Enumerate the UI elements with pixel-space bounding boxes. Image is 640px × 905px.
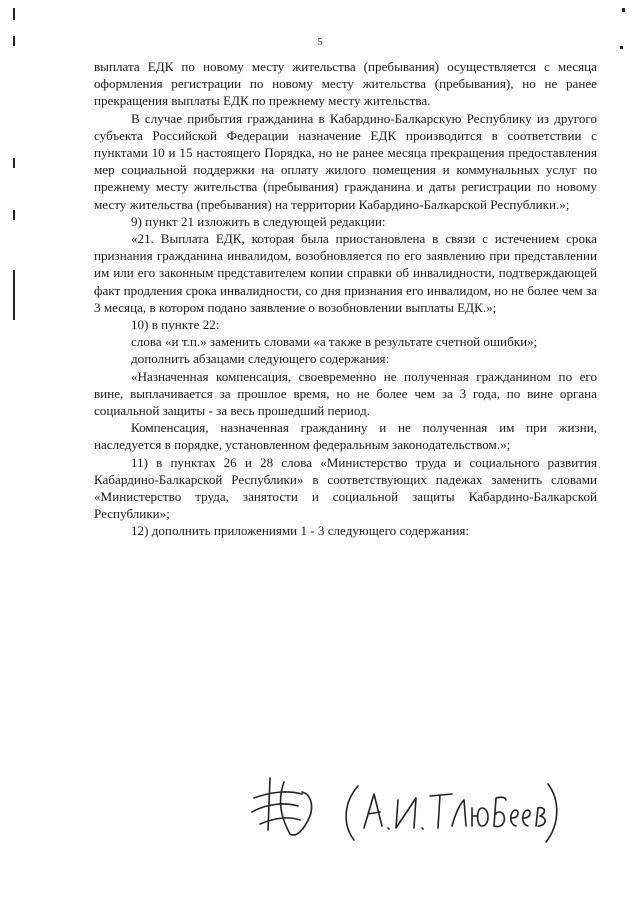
scan-artifact	[622, 8, 625, 12]
paragraph: слова «и т.п.» заменить словами «а также в результате счетной ошибки»;	[131, 334, 538, 350]
paragraph: «Назначенная компенсация, своевременно не полученная гражданином по его вине, выплачивается за прошлое время, но не более чем за 3 года, по вине органа социальной защиты - за весь прошедший период.	[94, 368, 597, 419]
document-body	[94, 58, 597, 540]
scan-artifact	[13, 210, 15, 220]
paragraph: дополнить абзацами следующего содержания:	[131, 351, 390, 367]
paragraph: «21. Выплата ЕДК, которая была приостановлена в связи с истечением срока признания гражданина инвалидом, возобновляется по его заявлению при представлении им или его законным представителем копии справки об инвалидности, подтверждающей факт продления срока инвалидности, со дня признания его инвалидом, но не более чем за 3 месяца, в котором подано заявление о возобновлении выплаты ЕДК.»;	[94, 231, 597, 315]
page-number: 5	[317, 36, 323, 48]
scan-artifact	[13, 270, 15, 320]
paragraph: 11) в пунктах 26 и 28 слова «Министерство труда и социального развития Кабардино-Балкарской Республики» в соответствующих падежах заменить словами «Министерство труда, занятости и социальной защиты Кабардино-Балкарской Республики»;	[94, 454, 597, 522]
paragraph: 10) в пункте 22:	[131, 317, 220, 333]
paragraph: 9) пункт 21 изложить в следующей редакции:	[131, 213, 386, 229]
scan-artifact	[13, 36, 15, 46]
scan-artifact	[13, 8, 15, 20]
paragraph: В случае прибытия гражданина в Кабардино-Балкарскую Республику из другого субъекта Российской Федерации назначение ЕДК производится в соответствии с пунктами 10 и 15 настоящего Порядка, но не ранее месяца прекращения предоставления мер социальной поддержки на оплату жилого помещения и коммунальных услуг по прежнему месту жительства (пребывания) гражданина и даты регистрации по новому месту жительства (пребывания) на территории Кабардино-Балкарской Республики.»;	[94, 110, 597, 212]
paragraph: Компенсация, назначенная гражданину и не полученная им при жизни, наследуется в порядке, установленном федеральным законодательством.»;	[94, 420, 597, 453]
paragraph: выплата ЕДК по новому месту жительства (пребывания) осуществляется с месяца оформления регистрации по новому месту жительства (пребывания), но не ранее прекращения выплаты ЕДК по прежнему месту жительства.	[94, 59, 597, 109]
paragraph: 12) дополнить приложениями 1 - 3 следующего содержания:	[131, 523, 469, 539]
scan-artifact	[13, 158, 15, 168]
handwritten-signature	[240, 768, 560, 848]
scan-artifact	[620, 46, 623, 49]
